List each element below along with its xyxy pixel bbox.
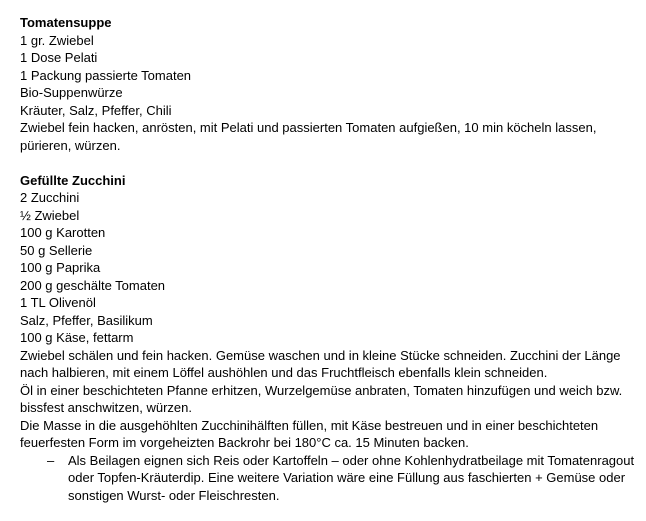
ingredient-line: 200 g geschälte Tomaten bbox=[20, 277, 166, 293]
serving-note-list bbox=[20, 452, 640, 505]
recipe-gefuellte-zucchini bbox=[20, 172, 640, 505]
ingredient-line: 2 Zucchini bbox=[20, 190, 80, 205]
serving-note-text: Als Beilagen eignen sich Reis oder Kartoffeln – oder ohne Kohlenhydratbeilage mit Tomatenragout oder Topfen-Kräuterdip. Eine weitere Variation wäre eine Füllung aus faschierten + Gemüse oder sonstigen Wurst- oder Fleischresten. bbox=[68, 452, 635, 503]
recipe-title: Gefüllte Zucchini bbox=[20, 172, 126, 188]
ingredient-line: ½ Zwiebel bbox=[20, 207, 80, 223]
ingredient-line: 1 Dose Pelati bbox=[20, 50, 98, 65]
instruction-paragraph: Öl in einer beschichteten Pfanne erhitzen, Wurzelgemüse anbraten, Tomaten hinzufügen und weich bzw. bissfest anschwitzen, würzen. bbox=[20, 382, 623, 415]
document-body bbox=[20, 14, 640, 504]
ingredient-line: Bio-Suppenwürze bbox=[20, 85, 123, 100]
ingredient-line: Salz, Pfeffer, Basilikum bbox=[20, 312, 153, 328]
instruction-paragraph: Zwiebel schälen und fein hacken. Gemüse waschen und in kleine Stücke schneiden. Zucchini der Länge nach halbieren, mit einem Löffel aushöhlen und das Fruchtfleisch ebenfalls klein schneiden. bbox=[20, 347, 621, 380]
recipe-title: Tomatensuppe bbox=[20, 15, 112, 30]
instruction-paragraph: Die Masse in die ausgehöhlten Zucchinihälften füllen, mit Käse bestreuen und in einer beschichteten feuerfesten Form im vorgeheizten Backrohr bei 180°C ca. 15 Minuten backen. bbox=[20, 417, 599, 450]
ingredient-line: 100 g Paprika bbox=[20, 260, 101, 275]
instruction-paragraph: Zwiebel fein hacken, anrösten, mit Pelati und passierten Tomaten aufgießen, 10 min köcheln lassen, pürieren, würzen. bbox=[20, 120, 597, 153]
ingredient-line: 1 Packung passierte Tomaten bbox=[20, 67, 192, 83]
ingredient-line: Kräuter, Salz, Pfeffer, Chili bbox=[20, 102, 172, 118]
paragraph-spacer bbox=[20, 154, 640, 172]
dash-bullet-icon: – bbox=[47, 452, 55, 468]
serving-note-item bbox=[20, 452, 640, 505]
ingredient-line: 50 g Sellerie bbox=[20, 242, 93, 258]
ingredient-line: 1 TL Olivenöl bbox=[20, 295, 96, 310]
ingredient-line: 1 gr. Zwiebel bbox=[20, 32, 94, 48]
ingredient-line: 100 g Karotten bbox=[20, 225, 106, 240]
ingredient-line: 100 g Käse, fettarm bbox=[20, 330, 134, 345]
recipe-tomatensuppe bbox=[20, 14, 640, 154]
